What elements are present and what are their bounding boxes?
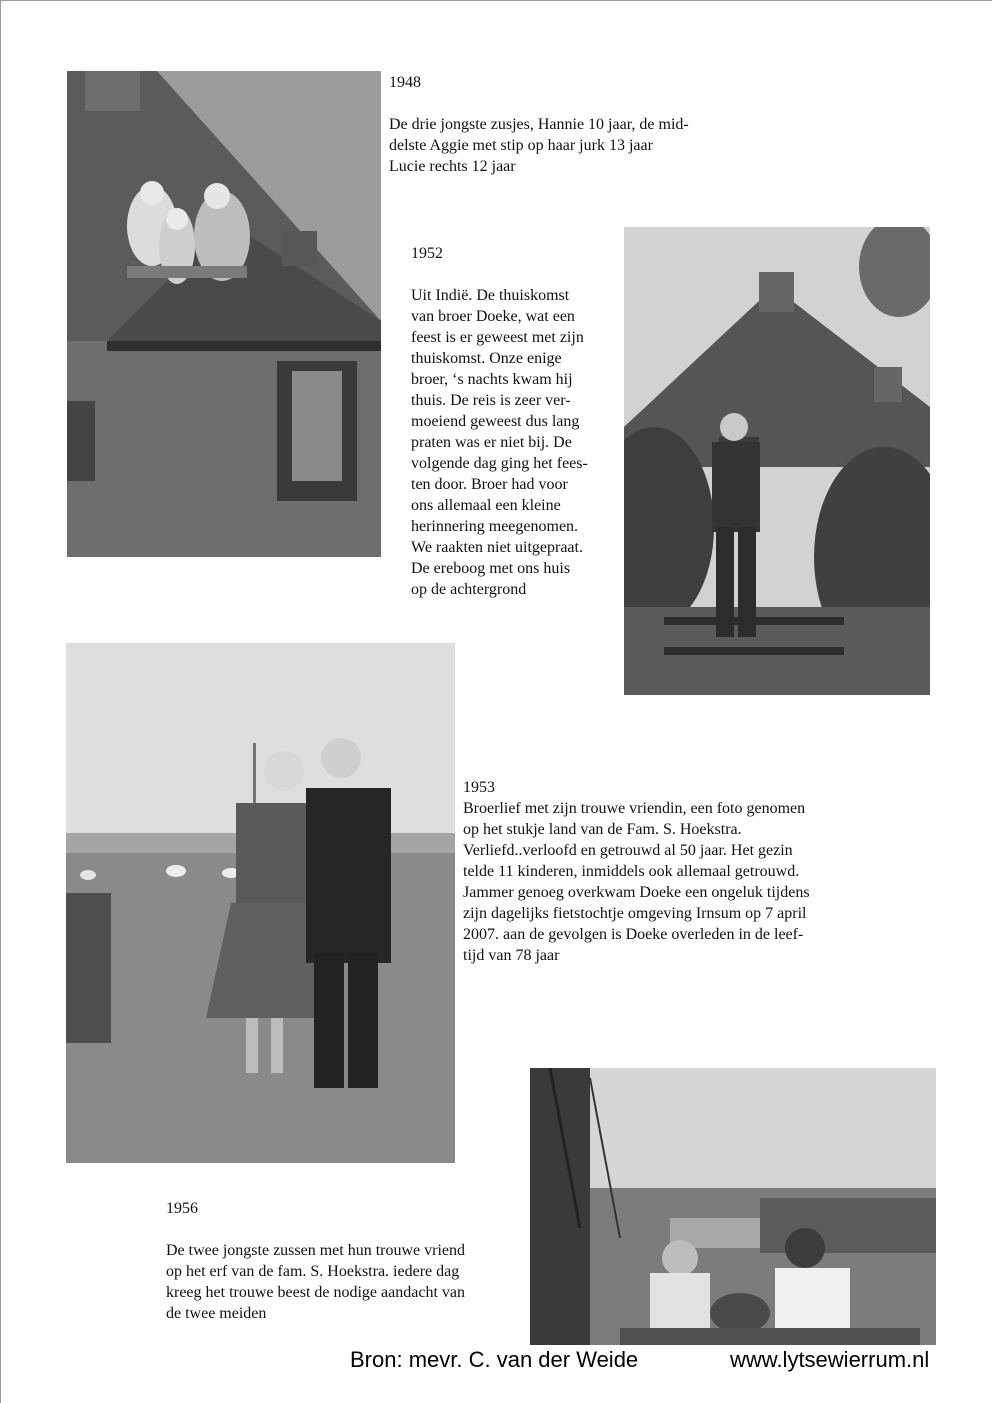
caption-1952-line: Uit Indië. De thuiskomst (411, 287, 570, 304)
caption-1952-line: moeiend geweest dus lang (411, 413, 580, 430)
caption-1952-line: van broer Doeke, wat een (411, 308, 575, 325)
caption-1953 (463, 777, 810, 966)
caption-1956-line: kreeg het trouwe beest de nodige aandacht van (166, 1284, 465, 1301)
caption-1956-year: 1956 (166, 1200, 198, 1217)
caption-1953-year: 1953 (463, 779, 495, 796)
page-border-top (0, 0, 992, 1)
caption-1948-line: Lucie rechts 12 jaar (389, 158, 516, 175)
caption-1953-line: telde 11 kinderen, inmiddels ook allemaal getrouwd. (463, 863, 800, 880)
photo-1953-couple-in-field (66, 643, 455, 1163)
caption-1948-year: 1948 (389, 74, 421, 91)
caption-1956 (166, 1198, 465, 1324)
caption-1953-line: op het stukje land van de Fam. S. Hoekstra. (463, 821, 742, 838)
caption-1952-line: thuiskomst. Onze enige (411, 350, 562, 367)
caption-1952-line: volgende dag ging het fees- (411, 455, 588, 472)
caption-1953-line: Verliefd..verloofd en getrouwd al 50 jaar. Het gezin (463, 842, 793, 859)
caption-1952-line: op de achtergrond (411, 581, 527, 598)
photo-1956-sisters-with-dog (530, 1068, 936, 1345)
caption-1952-line: herinnering meegenomen. (411, 518, 579, 535)
caption-1953-line: tijd van 78 jaar (463, 947, 560, 964)
footer-source: Bron: mevr. C. van der Weide (350, 1347, 639, 1372)
caption-1952 (411, 243, 588, 600)
caption-1953-line: 2007. aan de gevolgen is Doeke overleden in de leef- (463, 926, 804, 943)
caption-1948 (389, 72, 689, 177)
caption-1953-line: zijn dagelijks fietstochtje omgeving Irnsum op 7 april (463, 905, 807, 922)
page-border-left (0, 0, 1, 1403)
photo-1948-sisters-on-roof (67, 71, 381, 557)
caption-1953-line: Broerlief met zijn trouwe vriendin, een foto genomen (463, 800, 806, 817)
caption-1952-line: feest is er geweest met zijn (411, 329, 584, 346)
caption-1952-line: ten door. Broer had voor (411, 476, 568, 493)
caption-1952-line: De ereboog met ons huis (411, 560, 571, 577)
caption-1948-line: De drie jongste zusjes, Hannie 10 jaar, de mid- (389, 116, 689, 133)
caption-1953-line: Jammer genoeg overkwam Doeke een ongeluk tijdens (463, 884, 810, 901)
caption-1948-line: delste Aggie met stip op haar jurk 13 jaar (389, 137, 653, 154)
photo-1952-soldier-homecoming (624, 227, 930, 695)
caption-1956-line: op het erf van de fam. S. Hoekstra. iedere dag (166, 1263, 460, 1280)
caption-1952-line: praten was er niet bij. De (411, 434, 572, 451)
caption-1956-line: De twee jongste zussen met hun trouwe vriend (166, 1242, 466, 1259)
caption-1956-line: de twee meiden (166, 1305, 267, 1322)
footer-website-link[interactable]: www.lytsewierrum.nl (730, 1347, 930, 1372)
caption-1952-line: ons allemaal een kleine (411, 497, 561, 514)
caption-1952-year: 1952 (411, 245, 443, 262)
caption-1952-line: We raakten niet uitgepraat. (411, 539, 583, 556)
caption-1952-line: broer, ‘s nachts kwam hij (411, 371, 573, 388)
caption-1952-line: thuis. De reis is zeer ver- (411, 392, 571, 409)
